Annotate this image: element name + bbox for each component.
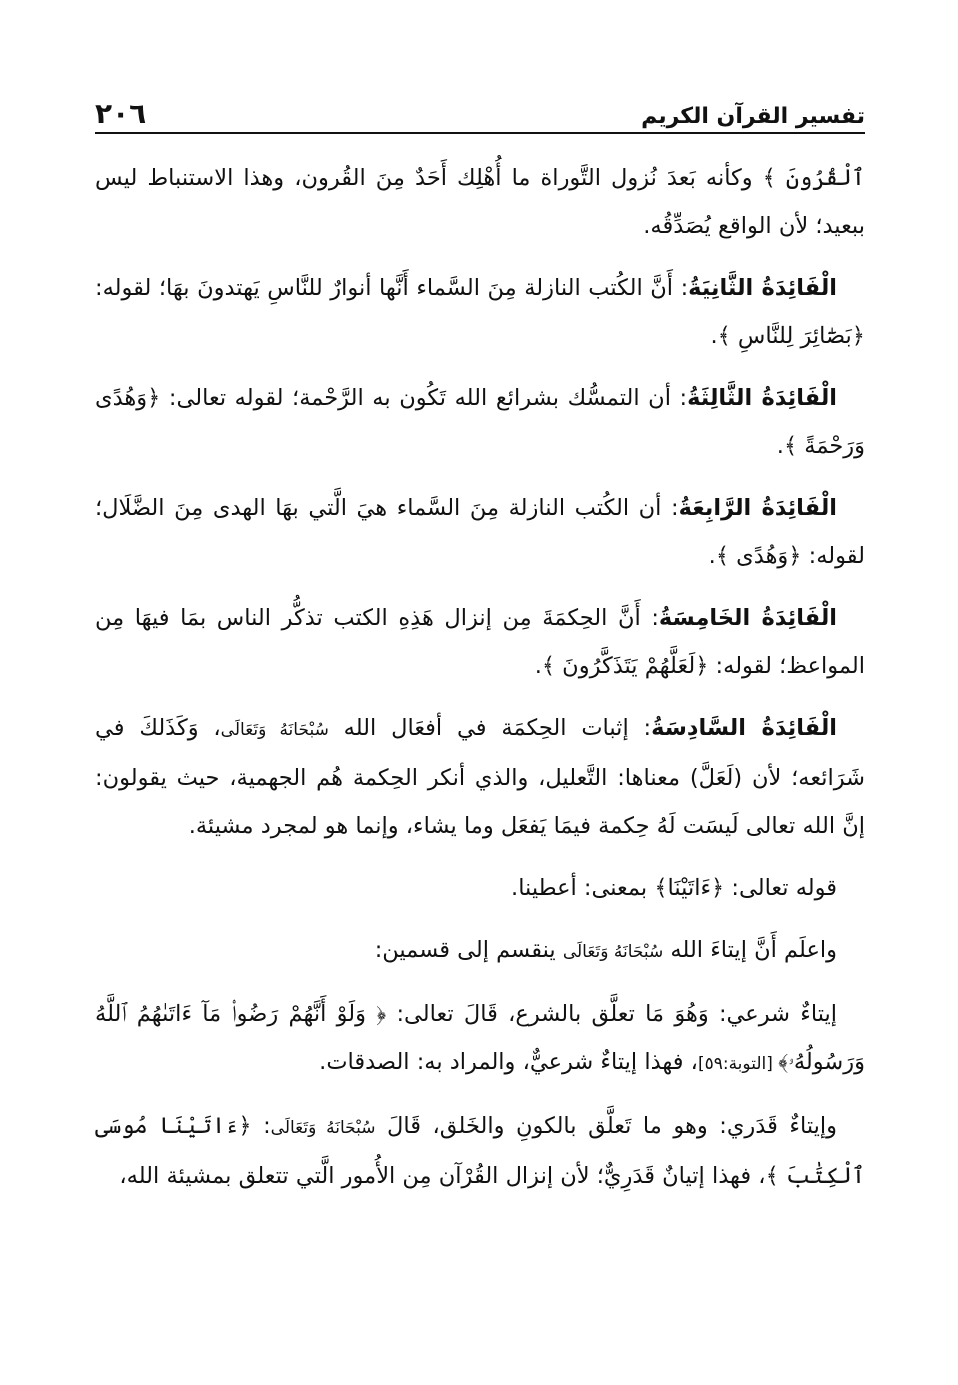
quran-quote: ٱلْقُرُونَ ﴾ (762, 165, 865, 191)
verse-reference: [التوبة:٥٩] (697, 1054, 779, 1074)
honorific: سُبْحَانَهُ وَتَعَالَى (562, 942, 664, 962)
text-run: إيتاءٌ شرعي: وَهُوَ مَا تعلَّق بالشرع، قَالَ تعالى: (386, 1001, 837, 1027)
paragraph-p9 (95, 990, 865, 1088)
benefit-heading: الْفَائِدَةُ الرَّابِعَةُ (678, 495, 837, 521)
text-run: وكأنه بَعدَ نُزول التَّوراة ما أُهْلِك أَحَدٌ مِنَ القُرون، وهذا الاستنباط ليس ببعيد؛ لأن الواقع يُصَدِّقُه. (95, 165, 865, 239)
paragraph-p3 (95, 374, 865, 470)
quran-quote: ﴿وَهُدًى ﴾ (715, 543, 802, 569)
quran-quote: ﴿وَهُدًى وَرَحْمَةً ﴾ (95, 385, 865, 459)
running-title: تفسير القرآن الكريم (641, 104, 865, 129)
text-run: : (251, 1113, 271, 1139)
text-run: : أَنَّ الحِكمَةَ مِن إنزال هَذِهِ الكتب تذكُّر الناس بمَا فيهَا مِن المواعظ؛ لقوله: (95, 605, 865, 679)
paragraph-p6 (95, 704, 865, 850)
body-text (95, 154, 865, 1200)
text-run: ، فهذا إيتاءٌ شرعيٌّ، والمراد به: الصدقات. (319, 1049, 698, 1075)
text-run: قوله تعالى: (724, 875, 837, 901)
text-run: ينقسم إلى قسمين: (374, 937, 563, 963)
text-run: . (534, 653, 542, 679)
text-run: ، وَكَذَلكَ في شَرَائعه؛ لأن (لَعَلَّ) معناها: التَّعليل، والذي أنكر الحِكمة هُم الجهمية، حيث يقولون: إنَّ الله تعالى لَيسَت لَهُ حِكمة فيمَا يَفعَل وما يشاء، وإنما هو لمجرد مشيئة. (95, 715, 865, 839)
text-run: بمعنى: أعطينا. (511, 875, 655, 901)
benefit-heading: الْفَائِدَةُ الخَامِسَةُ (658, 605, 837, 631)
page-header (95, 88, 865, 134)
text-run: : أن الكُتب النازلة مِنَ السَّماء هيَ الَّتي بهَا الهدى مِنَ الضَّلَال؛ لقوله: (95, 495, 865, 569)
text-run: : إثبات الحِكمَة في أفعَال الله (328, 715, 652, 741)
paragraph-p2 (95, 264, 865, 360)
paragraph-p4 (95, 484, 865, 580)
text-run: ، فهذا إتيانٌ قَدَرِيٌّ؛ لأن إنزال القُرْآن مِن الأُمور الَّتي تتعلق بمشيئة الله، (119, 1163, 766, 1189)
text-run: وإيتاءٌ قَدَري: وهو ما تَعلَّق بالكونِ والخَلق، قَالَ (375, 1113, 837, 1139)
book-page (95, 88, 865, 1368)
quran-quote: ﴿ءَاتَيْنَا﴾ (654, 875, 725, 901)
benefit-heading: الْفَائِدَةُ الثَّالِثَةُ (687, 385, 837, 411)
page-number: ٢٠٦ (95, 97, 147, 130)
paragraph-p7 (95, 864, 865, 912)
quran-quote: ﴿لَعَلَّهُمْ يَتَذَكَّرُونَ ﴾ (541, 653, 709, 679)
paragraph-p10 (95, 1102, 865, 1200)
honorific: سُبْحَانَهُ وَتَعَالَى (270, 1118, 376, 1138)
text-run: . (776, 433, 784, 459)
text-run: واعلَم أَنَّ إيتاءَ الله (663, 937, 837, 963)
quran-quote: ﴿بَصَٰٓائِرَ لِلنَّاسِ ﴾ (717, 323, 865, 349)
text-run: : أَنَّ الكُتب النازلة مِنَ السَّماء أَنَّها أنوارٌ للنَّاسِ يَهتدونَ بهَا؛ لقوله: (95, 275, 689, 301)
paragraph-p5 (95, 594, 865, 690)
text-run: : أن التمسُّك بشرائع الله تَكُون به الرَّحْمة؛ لقوله تعالى: (160, 385, 688, 411)
benefit-heading: الْفَائِدَةُ الثَّانِيَةُ (688, 275, 838, 301)
paragraph-p8 (95, 926, 865, 976)
quran-quote: ﴿ءَاتَيْنَا مُوسَى ٱلْكِتَٰبَ ﴾ (95, 1113, 865, 1189)
benefit-heading: الْفَائِدَةُ السَّادِسَةُ (651, 715, 838, 741)
quran-quote: ﴿ وَلَوْ أَنَّهُمْ رَضُوا۟ مَآ ءَاتَىٰهُمُ ٱللَّهُ وَرَسُولُهُۥ﴾ (95, 1001, 865, 1075)
text-run: . (710, 323, 718, 349)
honorific: سُبْحَانَهُ وَتَعَالَى (220, 720, 329, 740)
paragraph-p1 (95, 154, 865, 250)
text-run: . (708, 543, 716, 569)
